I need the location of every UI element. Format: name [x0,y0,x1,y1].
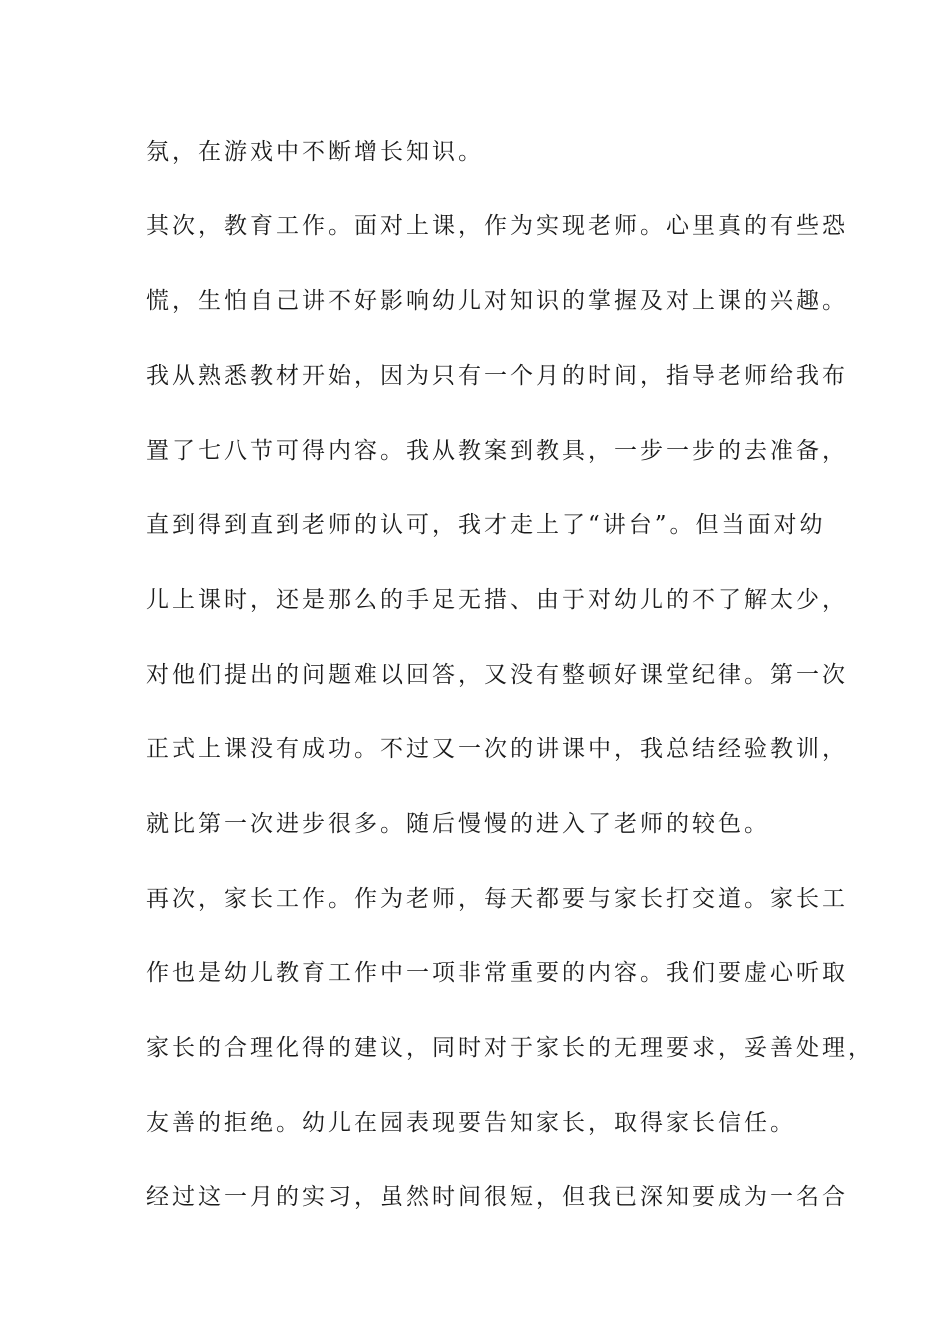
text-line-6: 直到得到直到老师的认可，我才走上了“讲台”。但当面对幼 [146,512,826,538]
text-line-14: 友善的拒绝。幼儿在园表现要告知家长，取得家长信任。 [146,1110,796,1136]
text-line-3: 慌，生怕自己讲不好影响幼儿对知识的掌握及对上课的兴趣。 [146,288,848,314]
text-line-13: 家长的合理化得的建议，同时对于家长的无理要求，妥善处理， [146,1035,874,1061]
text-line-7: 儿上课时，还是那么的手足无措、由于对幼儿的不了解太少， [146,587,848,613]
text-line-5: 置了七八节可得内容。我从教案到教具，一步一步的去准备， [146,438,848,464]
text-line-11: 再次，家长工作。作为老师，每天都要与家长打交道。家长工 [146,886,848,912]
text-line-8: 对他们提出的问题难以回答，又没有整顿好课堂纪律。第一次 [146,662,848,688]
text-line-4: 我从熟悉教材开始，因为只有一个月的时间，指导老师给我布 [146,363,848,389]
text-line-9: 正式上课没有成功。不过又一次的讲课中，我总结经验教训， [146,736,848,762]
text-line-12: 作也是幼儿教育工作中一项非常重要的内容。我们要虚心听取 [146,960,848,986]
text-line-10: 就比第一次进步很多。随后慢慢的进入了老师的较色。 [146,811,770,837]
text-line-2: 其次，教育工作。面对上课，作为实现老师。心里真的有些恐 [146,213,848,239]
text-line-15: 经过这一月的实习，虽然时间很短，但我已深知要成为一名合 [146,1184,848,1210]
text-line-1: 氛，在游戏中不断增长知识。 [146,139,484,165]
